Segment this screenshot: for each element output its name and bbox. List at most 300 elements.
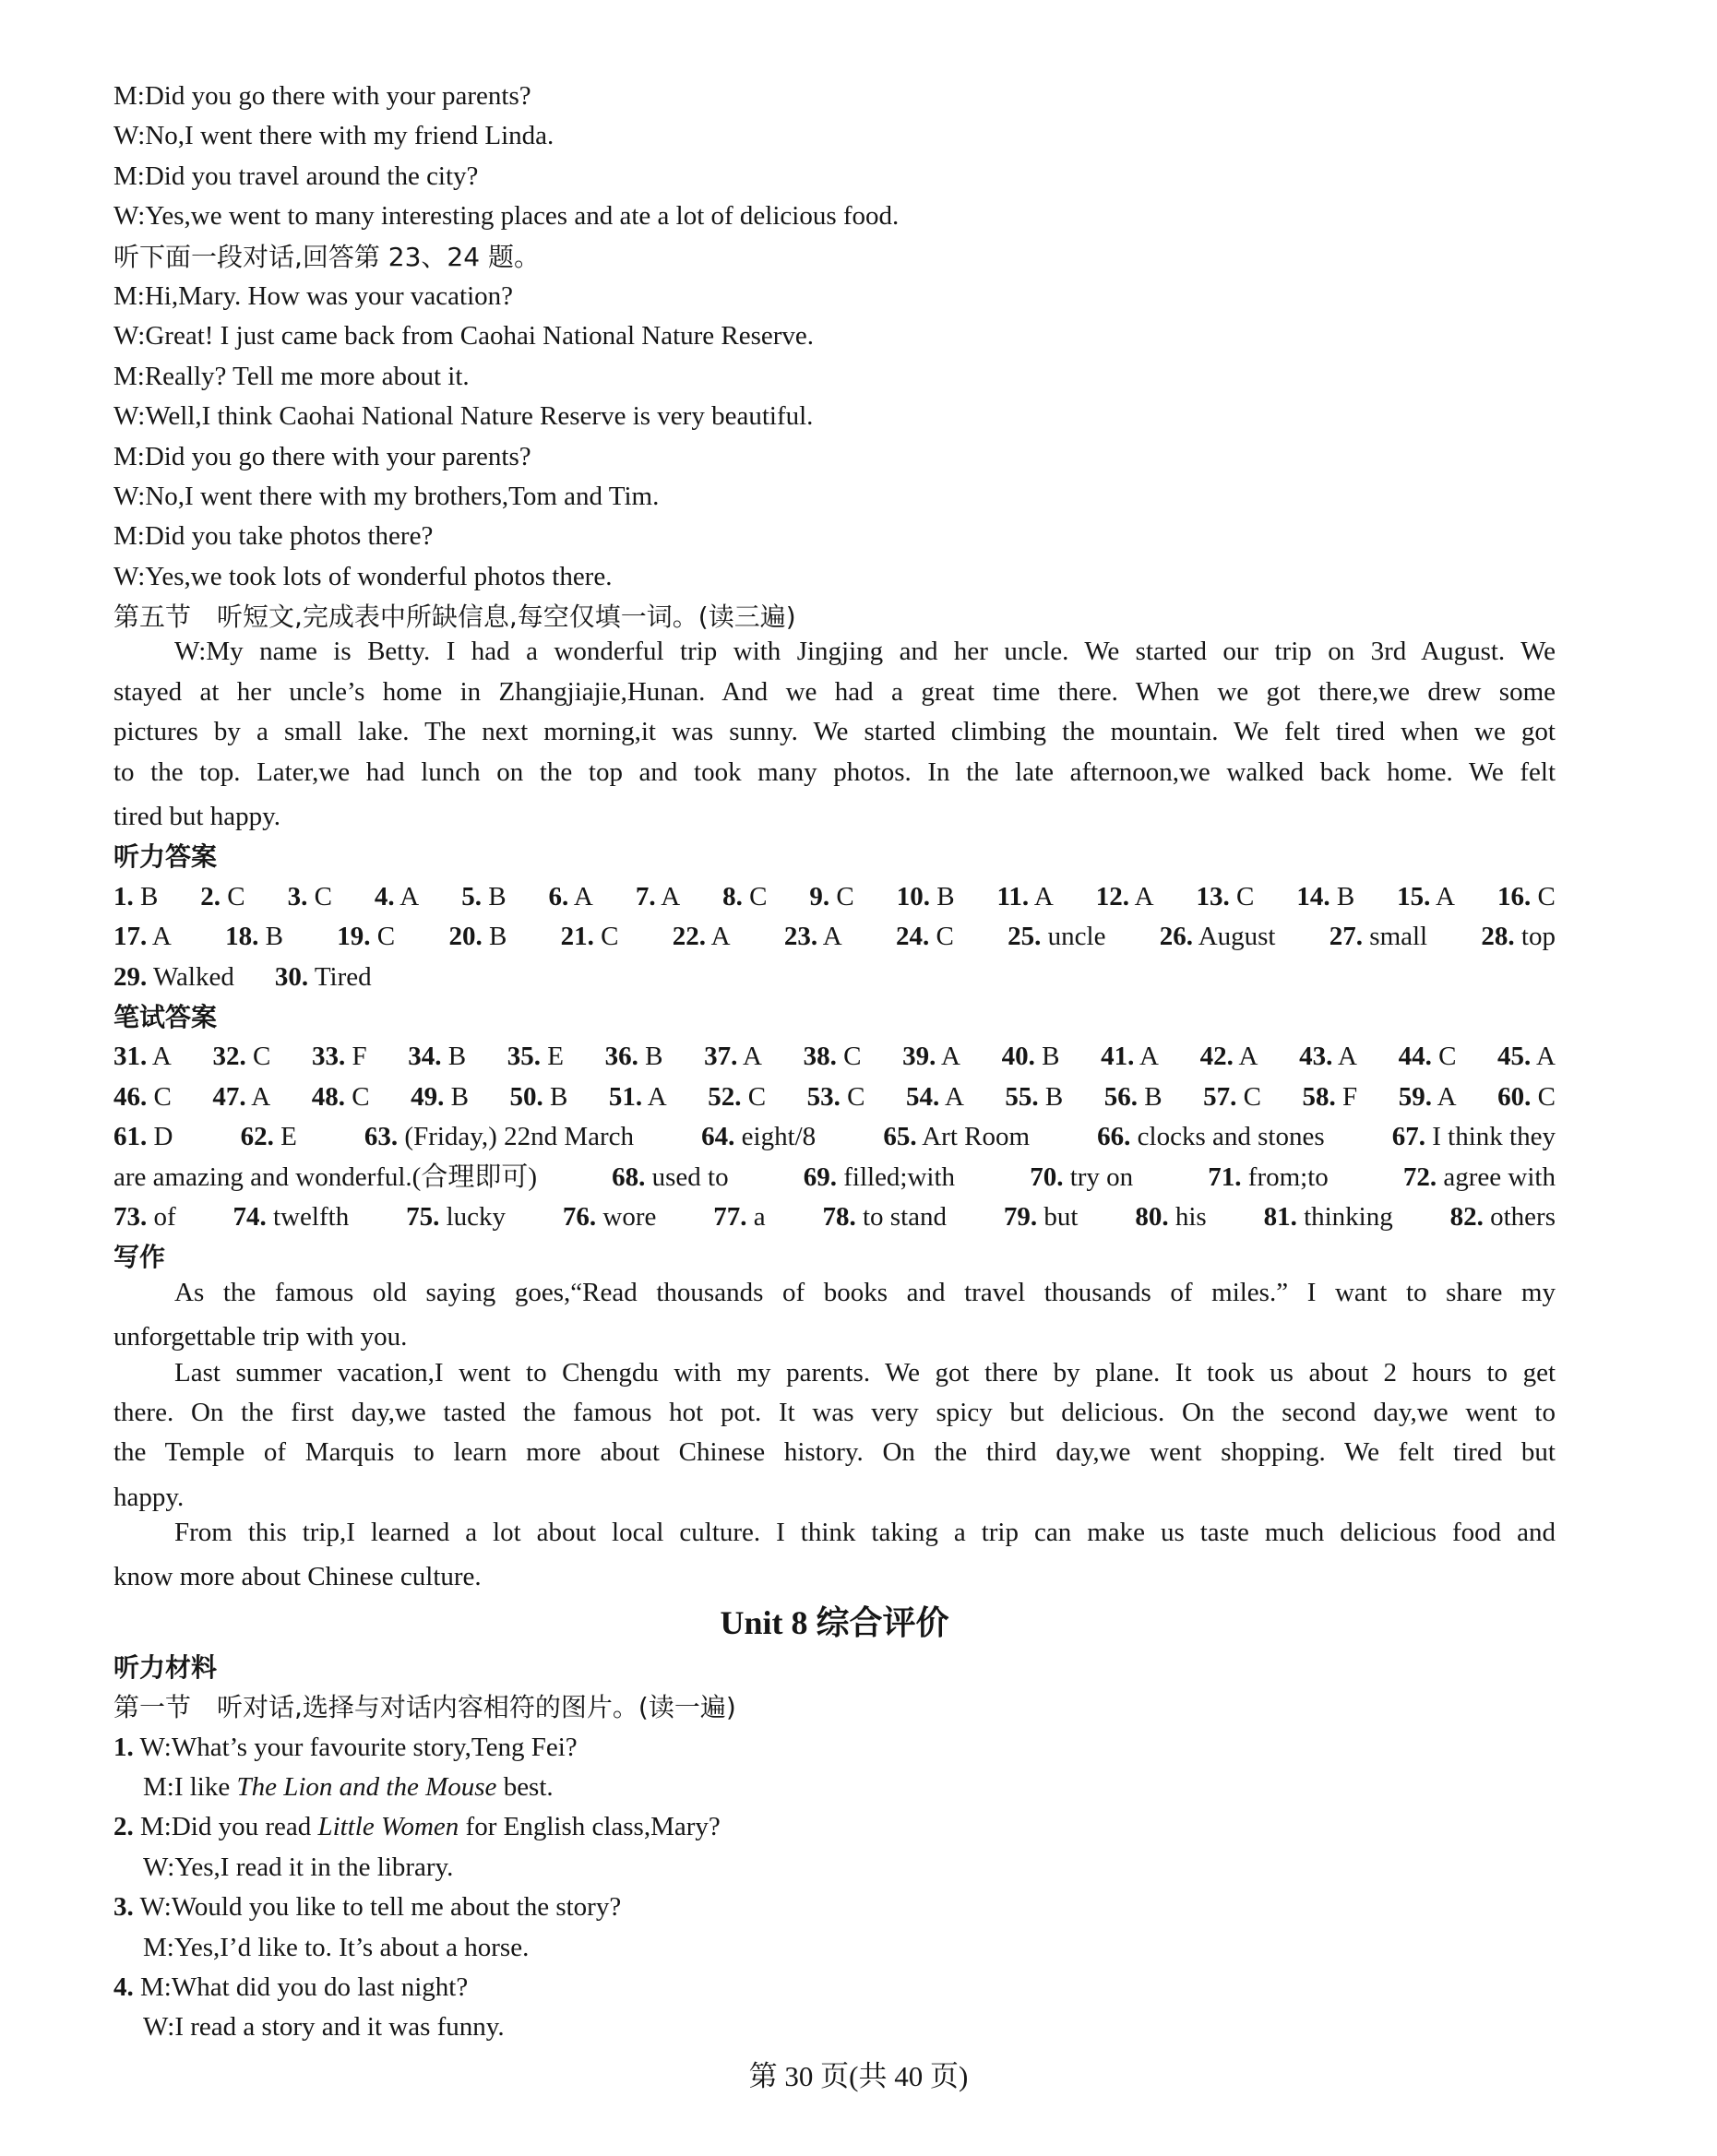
answer-number: 11. — [996, 881, 1030, 911]
answer-value: C — [1537, 881, 1556, 911]
answer-item — [113, 877, 158, 917]
answer-item — [701, 1117, 816, 1157]
answer-item — [1005, 1078, 1063, 1117]
answer-value: used to — [651, 1161, 729, 1192]
story-title: The Lion and the Mouse — [236, 1772, 497, 1803]
text-line: W:Yes,we took lots of wonderful photos there. — [113, 561, 613, 591]
essay-line: there. On the first day,we tasted the famous hot pot. It was very spicy but delicious. On the second day,we went to — [113, 1397, 1556, 1427]
answer-number: 72. — [1402, 1161, 1437, 1192]
text-line: W:No,I went there with my friend Linda. — [113, 121, 554, 151]
answer-value: A — [151, 922, 172, 952]
answer-item — [411, 1078, 469, 1117]
answer-number: 35. — [507, 1042, 541, 1072]
text-line: M:Really? Tell me more about it. — [113, 361, 470, 391]
answer-value: C — [836, 881, 854, 911]
answer-value: A — [1134, 881, 1154, 911]
answer-value: eight/8 — [741, 1122, 817, 1152]
answer-item — [212, 1078, 270, 1117]
answer-row — [113, 1197, 1556, 1237]
answer-value: C — [352, 1081, 370, 1112]
answer-number: 12. — [1095, 881, 1129, 911]
answer-value: C — [1236, 881, 1255, 911]
answer-value: C — [747, 1081, 767, 1112]
answer-item — [113, 1158, 537, 1197]
answer-item — [113, 917, 172, 957]
answer-value: C — [227, 881, 245, 911]
answer-number: 57. — [1203, 1081, 1237, 1112]
section5-heading: 第五节 听短文,完成表中所缺信息,每空仅填一词。(读三遍) — [113, 602, 796, 633]
answer-item — [312, 1037, 367, 1077]
answer-item — [713, 1197, 765, 1237]
answer-item — [807, 1078, 865, 1117]
passage-line: to the top. Later,we had lunch on the top and took many photos. In the late afternoon,we walked back home. We felt — [113, 756, 1556, 787]
answer-value: A — [1436, 881, 1455, 911]
answer-number: 43. — [1299, 1042, 1333, 1072]
answer-item — [288, 877, 332, 917]
answer-item — [1096, 877, 1154, 917]
answer-item — [408, 1037, 466, 1077]
answer-value: August — [1198, 922, 1276, 952]
answer-item — [1392, 1117, 1556, 1157]
answer-value: small — [1369, 922, 1428, 952]
written-answers-heading: 笔试答案 — [113, 1001, 218, 1032]
answer-number: 48. — [311, 1081, 346, 1112]
answer-value: A — [1238, 1042, 1258, 1072]
answer-value: A — [1139, 1042, 1159, 1072]
text-line: M:Did you travel around the city? — [113, 161, 479, 191]
essay-line: As the famous old saying goes,“Read thousands of books and travel thousands of miles.” I want to share my — [174, 1277, 1556, 1307]
answer-value: Art Room — [922, 1122, 1031, 1152]
answer-number: 79. — [1003, 1201, 1038, 1232]
answer-number: 18. — [225, 922, 259, 952]
answer-number: 61. — [113, 1122, 148, 1152]
answer-item — [997, 877, 1054, 917]
answer-number: 9. — [809, 881, 830, 911]
answer-item — [1197, 877, 1255, 917]
answer-item — [200, 877, 244, 917]
answer-number: 77. — [713, 1201, 747, 1232]
answer-value: B — [1144, 1081, 1163, 1112]
unit-title: Unit 8 综合评价 — [720, 1603, 949, 1641]
answer-number: 46. — [113, 1081, 148, 1112]
answer-item — [364, 1117, 634, 1157]
listening-answers-heading: 听力答案 — [113, 841, 218, 873]
answer-number: 13. — [1196, 881, 1230, 911]
dialog-text: best. — [496, 1772, 554, 1803]
answer-item — [1200, 1037, 1258, 1077]
text-line: M:Did you take photos there? — [113, 521, 434, 552]
answer-item — [708, 1078, 766, 1117]
answer-value: twelfth — [273, 1201, 350, 1232]
answer-number: 44. — [1398, 1042, 1432, 1072]
answer-number: 1. — [113, 881, 134, 911]
answer-item — [902, 1037, 960, 1077]
answer-value: F — [352, 1042, 367, 1072]
answer-number: 76. — [562, 1201, 597, 1232]
answer-item — [461, 877, 506, 917]
answer-value: A — [151, 1042, 172, 1072]
answer-value: B — [488, 922, 507, 952]
answer-value: A — [1033, 881, 1054, 911]
answer-number: 27. — [1329, 922, 1364, 952]
answer-value: try on — [1069, 1161, 1134, 1192]
answer-item — [1008, 917, 1105, 957]
item-number: 1. — [113, 1732, 134, 1762]
answer-item — [1399, 1078, 1457, 1117]
answer-item — [1203, 1078, 1261, 1117]
answer-item — [1104, 1078, 1163, 1117]
answer-number: 26. — [1159, 922, 1194, 952]
answer-number: 6. — [548, 881, 569, 911]
answer-item — [1264, 1197, 1393, 1237]
answer-value: A — [1437, 1081, 1457, 1112]
section1-heading: 第一节 听对话,选择与对话内容相符的图片。(读一遍) — [113, 1692, 736, 1723]
answer-number: 40. — [1001, 1042, 1035, 1072]
answer-number: 28. — [1481, 922, 1515, 952]
answer-number: 70. — [1030, 1161, 1064, 1192]
answer-item — [1160, 917, 1276, 957]
listening-answers — [113, 877, 1556, 997]
answer-number: 74. — [233, 1201, 267, 1232]
answer-value: are amazing and wonderful.(合理即可) — [113, 1161, 538, 1192]
answer-number: 47. — [212, 1081, 246, 1112]
answer-item — [337, 917, 395, 957]
answer-number: 63. — [364, 1122, 399, 1152]
answer-value: from;to — [1247, 1161, 1329, 1192]
answer-number: 31. — [113, 1042, 148, 1072]
answer-value: A — [743, 1042, 762, 1072]
answer-item — [549, 877, 593, 917]
answer-number: 58. — [1302, 1081, 1336, 1112]
answer-value: Walked — [152, 961, 234, 992]
essay-line: the Temple of Marquis to learn more about Chinese history. On the third day,we went shopping. We felt tired but — [113, 1437, 1556, 1468]
answer-value: B — [1336, 881, 1355, 911]
answer-value: A — [1535, 1042, 1556, 1072]
answer-number: 33. — [311, 1042, 346, 1072]
answer-item — [1303, 1078, 1358, 1117]
answer-number: 10. — [896, 881, 930, 911]
answer-number: 2. — [200, 881, 221, 911]
answer-item — [1399, 1037, 1457, 1077]
answer-item — [704, 1037, 762, 1077]
answer-row — [113, 917, 1556, 957]
answer-value: top — [1520, 922, 1556, 952]
dialog-list — [113, 1728, 1556, 2048]
dialog-text: M:What did you do last night? — [140, 1971, 469, 2002]
answer-item — [809, 877, 853, 917]
answer-number: 8. — [722, 881, 743, 911]
answer-value: C — [314, 881, 332, 911]
answer-number: 32. — [212, 1042, 246, 1072]
answer-number: 42. — [1199, 1042, 1234, 1072]
passage-line: W:My name is Betty. I had a wonderful trip with Jingjing and her uncle. We started our trip on 3rd August. We — [174, 637, 1556, 667]
answer-value: A — [1337, 1042, 1357, 1072]
answer-value: A — [647, 1081, 667, 1112]
answer-item — [113, 1078, 172, 1117]
answer-value: C — [749, 881, 768, 911]
essay-line: From this trip,I learned a lot about local culture. I think taking a trip can make us taste much delicious food and — [174, 1518, 1556, 1548]
answer-number: 7. — [635, 881, 656, 911]
answer-value: B — [265, 922, 283, 952]
answer-value: A — [661, 881, 681, 911]
text-line: M:Did you go there with your parents? — [113, 441, 531, 471]
answer-value: C — [1438, 1042, 1457, 1072]
essay — [113, 1278, 1556, 1598]
written-answers — [113, 1037, 1556, 1237]
dialog-line: M:Yes,I’d like to. It’s about a horse. — [143, 1932, 530, 1962]
answer-number: 59. — [1398, 1081, 1432, 1112]
answer-item — [448, 917, 507, 957]
answer-number: 60. — [1497, 1081, 1532, 1112]
answer-item — [113, 1197, 176, 1237]
passage-line: pictures by a small lake. The next morning,it was sunny. We started climbing the mountain. We felt tired when we got — [113, 717, 1556, 747]
text-line: W:Yes,we went to many interesting places and ate a lot of delicious food. — [113, 201, 900, 232]
answer-item — [1208, 1158, 1329, 1197]
answer-number: 80. — [1135, 1201, 1169, 1232]
answer-item — [897, 877, 955, 917]
answer-value: A — [399, 881, 420, 911]
text-line: W:Great! I just came back from Caohai National Nature Reserve. — [113, 321, 815, 351]
dialog-text: W:Would you like to tell me about the story? — [139, 1892, 622, 1923]
answer-value: D — [153, 1122, 173, 1152]
dialog-part-a — [113, 77, 1556, 597]
essay-line: unforgettable trip with you. — [113, 1322, 408, 1352]
item-number: 2. — [113, 1812, 134, 1842]
page-number: 第 30 页(共 40 页) — [748, 2060, 969, 2092]
answer-value: thinking — [1304, 1201, 1393, 1232]
answer-number: 54. — [906, 1081, 940, 1112]
answer-item — [636, 877, 680, 917]
answer-number: 67. — [1391, 1122, 1425, 1152]
answer-number: 16. — [1496, 881, 1532, 911]
answer-number: 82. — [1449, 1201, 1484, 1232]
answer-number: 81. — [1263, 1201, 1297, 1232]
answer-value: B — [447, 1042, 467, 1072]
answer-number: 5. — [461, 881, 482, 911]
answer-value: E — [280, 1122, 297, 1152]
answer-value: B — [936, 881, 955, 911]
answer-item — [213, 1037, 271, 1077]
item-number: 4. — [113, 1971, 134, 2002]
answer-row — [113, 1078, 1556, 1117]
answer-value: E — [547, 1042, 564, 1072]
answer-number: 38. — [803, 1042, 837, 1072]
answer-value: C — [1537, 1081, 1556, 1112]
answer-item — [605, 1037, 663, 1077]
answer-number: 37. — [704, 1042, 738, 1072]
answer-item — [507, 1037, 564, 1077]
passage-line: stayed at her uncle’s home in Zhangjiajie,Hunan. And we had a great time there. When we got there,we drew some — [113, 676, 1556, 707]
answer-value: others — [1490, 1201, 1556, 1232]
answer-value: A — [944, 1081, 964, 1112]
answer-item — [1450, 1197, 1556, 1237]
answer-value: I think they — [1432, 1122, 1556, 1152]
answer-value: F — [1342, 1081, 1358, 1112]
answer-item — [1397, 877, 1455, 917]
dialog-line — [113, 1728, 1556, 1768]
answer-value: C — [253, 1042, 271, 1072]
answer-value: A — [573, 881, 593, 911]
dialog-line: W:I read a story and it was funny. — [143, 2012, 505, 2043]
dialog-line — [113, 1807, 1556, 1847]
answer-item — [561, 917, 619, 957]
answer-number: 34. — [408, 1042, 442, 1072]
dialog-text: M:Did you read — [140, 1812, 318, 1842]
dialog-text: for English class,Mary? — [459, 1812, 721, 1842]
answer-value: C — [601, 922, 619, 952]
answer-number: 73. — [113, 1201, 148, 1232]
answer-value: Tired — [314, 961, 372, 992]
essay-line: know more about Chinese culture. — [113, 1562, 482, 1592]
answer-item — [312, 1078, 370, 1117]
answer-value: agree with — [1443, 1161, 1556, 1192]
answer-row — [113, 877, 1556, 917]
answer-item — [1097, 1117, 1324, 1157]
answer-number: 14. — [1296, 881, 1330, 911]
passage — [113, 637, 1556, 837]
writing-heading: 写作 — [113, 1242, 166, 1273]
answer-item — [784, 917, 842, 957]
answer-value: B — [488, 881, 507, 911]
passage-line: tired but happy. — [113, 802, 280, 832]
answer-item — [1497, 1078, 1556, 1117]
answer-value: B — [450, 1081, 469, 1112]
answer-number: 51. — [608, 1081, 643, 1112]
answer-number: 69. — [803, 1161, 837, 1192]
answer-item — [375, 877, 419, 917]
answer-item — [241, 1117, 297, 1157]
item-number: 3. — [113, 1892, 134, 1923]
answer-number: 41. — [1101, 1042, 1135, 1072]
answer-value: B — [645, 1042, 663, 1072]
answer-number: 17. — [113, 922, 148, 952]
answer-item — [1004, 1197, 1079, 1237]
answer-item — [1299, 1037, 1357, 1077]
answer-item — [1135, 1197, 1206, 1237]
answer-value: of — [153, 1201, 176, 1232]
answer-value: (Friday,) 22nd March — [404, 1122, 635, 1152]
answer-item — [673, 917, 731, 957]
answer-value: uncle — [1047, 922, 1106, 952]
answer-item — [1030, 1158, 1133, 1197]
dialog-line — [113, 1968, 1556, 2007]
answer-item — [275, 958, 372, 997]
answer-item — [225, 917, 283, 957]
answer-item — [1481, 917, 1556, 957]
answer-value: C — [1243, 1081, 1262, 1112]
answer-number: 4. — [374, 881, 395, 911]
answer-number: 75. — [406, 1201, 440, 1232]
answer-number: 25. — [1008, 922, 1042, 952]
text-line: M:Did you go there with your parents? — [113, 81, 531, 111]
answer-item — [406, 1197, 506, 1237]
answer-item — [113, 1037, 172, 1077]
dialog-line: W:Yes,I read it in the library. — [143, 1852, 454, 1882]
answer-value: but — [1043, 1201, 1079, 1232]
answer-number: 15. — [1397, 881, 1431, 911]
answer-item — [722, 877, 767, 917]
answer-value: C — [153, 1081, 172, 1112]
essay-line: Last summer vacation,I went to Chengdu with my parents. We got there by plane. It took us about 2 hours to get — [174, 1357, 1556, 1388]
answer-number: 78. — [822, 1201, 856, 1232]
answer-item — [823, 1197, 948, 1237]
answer-value: lucky — [446, 1201, 507, 1232]
answer-value: wore — [602, 1201, 657, 1232]
answer-item — [233, 1197, 350, 1237]
page-content — [113, 77, 1556, 2048]
answer-number: 65. — [883, 1122, 917, 1152]
answer-number: 19. — [337, 922, 371, 952]
answer-number: 45. — [1497, 1042, 1532, 1072]
answer-item — [1403, 1158, 1556, 1197]
instruction-line: 听下面一段对话,回答第 23、24 题。 — [113, 241, 540, 272]
answer-value: C — [847, 1081, 865, 1112]
answer-item — [563, 1197, 656, 1237]
dialog-text: W:What’s your favourite story,Teng Fei? — [139, 1732, 578, 1762]
answer-item — [1101, 1037, 1159, 1077]
answer-number: 36. — [604, 1042, 638, 1072]
answer-value: a — [753, 1201, 766, 1232]
dialog-text: M:I like — [143, 1772, 237, 1803]
answer-item — [609, 1078, 667, 1117]
answer-number: 71. — [1208, 1161, 1242, 1192]
answer-item — [804, 1037, 862, 1077]
answer-row — [113, 1158, 1556, 1197]
answer-item — [113, 1117, 173, 1157]
answer-row — [113, 958, 1556, 997]
answer-value: C — [843, 1042, 862, 1072]
answer-number: 22. — [672, 922, 706, 952]
answer-value: B — [1044, 1081, 1064, 1112]
answer-item — [510, 1078, 568, 1117]
answer-number: 50. — [509, 1081, 543, 1112]
answer-value: A — [251, 1081, 271, 1112]
answer-number: 23. — [783, 922, 818, 952]
answer-item — [1002, 1037, 1060, 1077]
answer-value: A — [940, 1042, 960, 1072]
answer-item — [804, 1158, 955, 1197]
answer-item — [883, 1117, 1030, 1157]
text-line: W:Well,I think Caohai National Nature Reserve is very beautiful. — [113, 401, 814, 432]
answer-number: 29. — [113, 961, 148, 992]
text-line: W:No,I went there with my brothers,Tom and Tim. — [113, 481, 660, 511]
answer-number: 30. — [274, 961, 309, 992]
essay-line: happy. — [113, 1482, 185, 1512]
listening-material-heading: 听力材料 — [113, 1651, 218, 1683]
answer-item — [1497, 1037, 1556, 1077]
answer-item — [612, 1158, 728, 1197]
answer-row — [113, 1117, 1556, 1157]
answer-number: 62. — [240, 1122, 274, 1152]
answer-value: filled;with — [843, 1161, 956, 1192]
answer-item — [896, 917, 954, 957]
answer-number: 64. — [701, 1122, 735, 1152]
answer-number: 52. — [708, 1081, 742, 1112]
answer-item — [113, 958, 234, 997]
answer-number: 56. — [1103, 1081, 1139, 1112]
dialog-line — [113, 1888, 1556, 1927]
answer-item — [906, 1078, 964, 1117]
answer-value: clocks and stones — [1137, 1122, 1325, 1152]
answer-number: 21. — [560, 922, 594, 952]
dialog-line — [113, 1768, 1556, 1807]
answer-value: B — [140, 881, 159, 911]
answer-number: 24. — [896, 922, 930, 952]
story-title: Little Women — [317, 1812, 459, 1842]
answer-number: 49. — [411, 1081, 445, 1112]
text-line: M:Hi,Mary. How was your vacation? — [113, 280, 514, 311]
answer-number: 3. — [287, 881, 308, 911]
